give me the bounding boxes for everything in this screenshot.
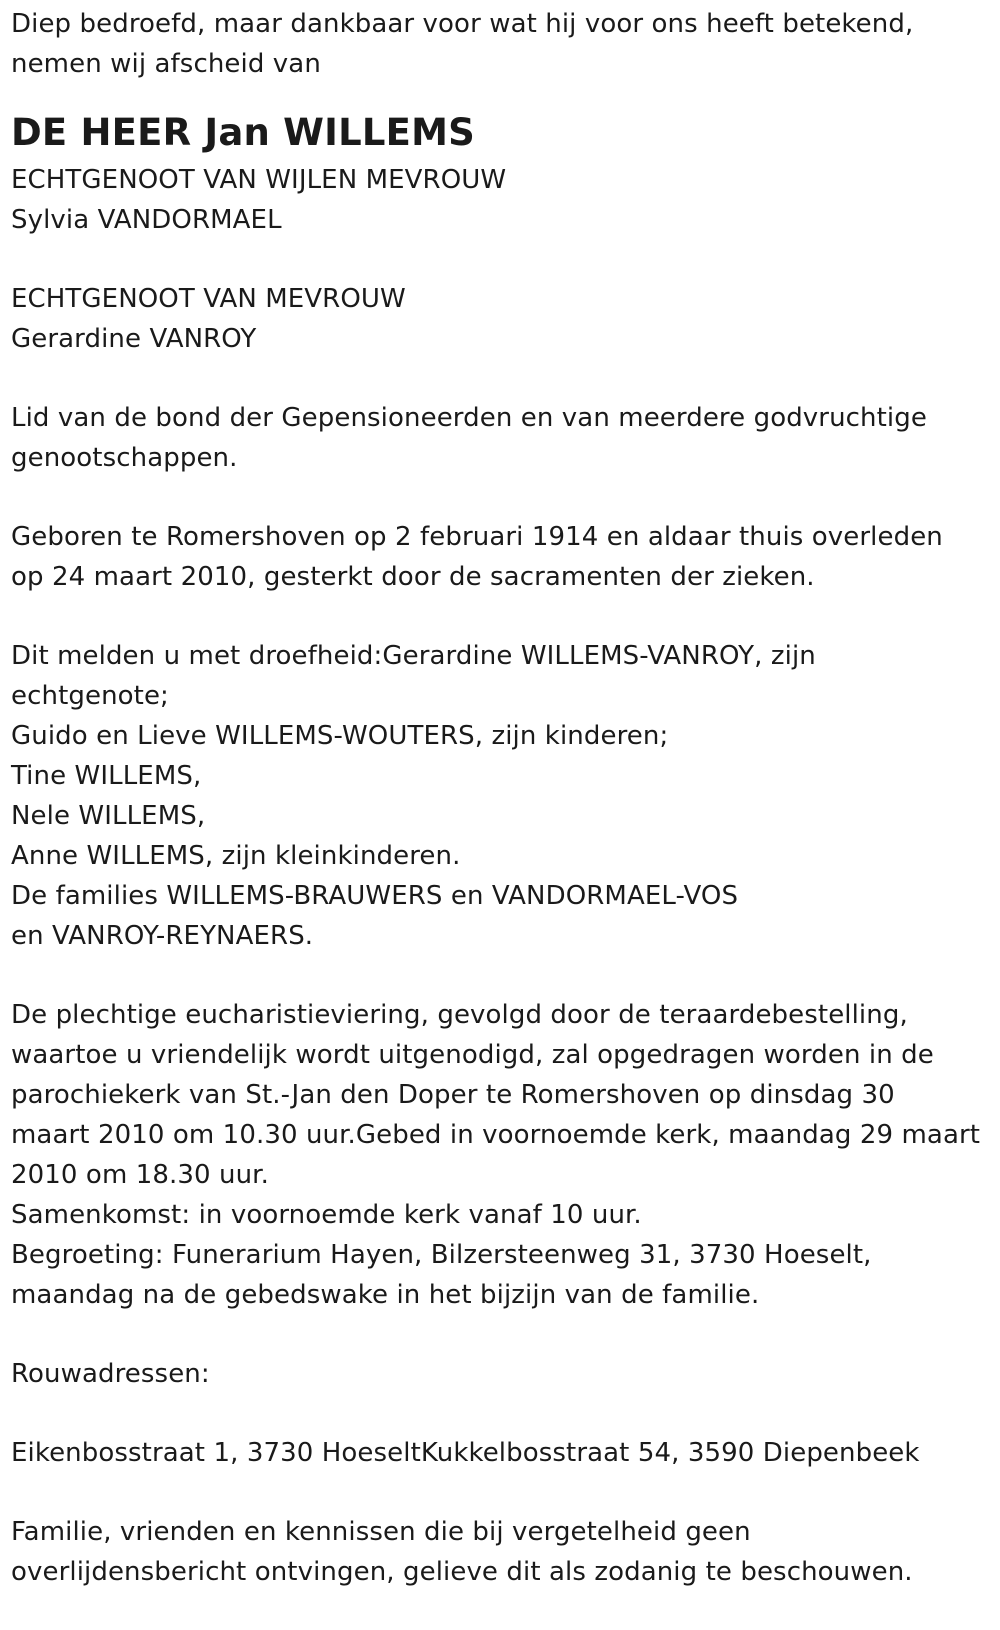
- birth-death-line-1: Geboren te Romershoven op 2 februari 1914 en aldaar thuis overleden: [11, 522, 943, 552]
- spacer: [11, 359, 1000, 398]
- ceremony-line: Samenkomst: in voornoemde kerk vanaf 10 uur.: [11, 1200, 642, 1230]
- intro-line-1: Diep bedroefd, maar dankbaar voor wat hij voor ons heeft betekend,: [11, 9, 914, 39]
- ceremony-line: De plechtige eucharistieviering, gevolgd door de teraardebestelling,: [11, 1000, 908, 1030]
- spacer: [11, 240, 1000, 279]
- announcer-line: Guido en Lieve WILLEMS-WOUTERS, zijn kinderen;: [11, 721, 669, 751]
- spacer: [11, 1394, 1000, 1433]
- announcer-line: De families WILLEMS-BRAUWERS en VANDORMAEL-VOS: [11, 881, 739, 911]
- closing-line-2: overlijdensbericht ontvingen, gelieve dit als zodanig te beschouwen.: [11, 1557, 913, 1587]
- intro-line-2: nemen wij afscheid van: [11, 49, 321, 79]
- ceremony-line: Begroeting: Funerarium Hayen, Bilzersteenweg 31, 3730 Hoeselt,: [11, 1240, 872, 1270]
- spacer: [11, 597, 1000, 636]
- addresses-line: Eikenbosstraat 1, 3730 HoeseltKukkelbosstraat 54, 3590 Diepenbeek: [11, 1438, 920, 1468]
- spacer: [11, 1315, 1000, 1354]
- ceremony-line: waartoe u vriendelijk wordt uitgenodigd, zal opgedragen worden in de: [11, 1040, 934, 1070]
- birth-death-line-2: op 24 maart 2010, gesterkt door de sacramenten der zieken.: [11, 562, 815, 592]
- announcer-line: Nele WILLEMS,: [11, 801, 206, 831]
- spouse-title: ECHTGENOOT VAN MEVROUW: [11, 284, 406, 314]
- addresses-label: Rouwadressen:: [11, 1359, 210, 1389]
- spacer: [11, 1473, 1000, 1512]
- membership-line-2: genootschappen.: [11, 443, 238, 473]
- deceased-name: DE HEER Jan WILLEMS: [11, 111, 475, 154]
- ceremony-line: maart 2010 om 10.30 uur.Gebed in voornoemde kerk, maandag 29 maart: [11, 1120, 981, 1150]
- ceremony-line: 2010 om 18.30 uur.: [11, 1160, 269, 1190]
- ceremony-line: parochiekerk van St.-Jan den Doper te Romershoven op dinsdag 30: [11, 1080, 895, 1110]
- announcer-line: Anne WILLEMS, zijn kleinkinderen.: [11, 841, 461, 871]
- membership-line-1: Lid van de bond der Gepensioneerden en van meerdere godvruchtige: [11, 403, 927, 433]
- closing-line-1: Familie, vrienden en kennissen die bij vergetelheid geen: [11, 1517, 751, 1547]
- announcer-line: Tine WILLEMS,: [11, 761, 202, 791]
- ceremony-line: maandag na de gebedswake in het bijzijn van de familie.: [11, 1280, 760, 1310]
- late-spouse-name: Sylvia VANDORMAEL: [11, 205, 282, 235]
- spacer: [11, 956, 1000, 995]
- spacer: [11, 84, 1000, 108]
- announcer-line: Dit melden u met droefheid:Gerardine WILLEMS-VANROY, zijn: [11, 641, 816, 671]
- spacer: [11, 478, 1000, 517]
- announcer-line: echtgenote;: [11, 681, 169, 711]
- announcer-line: en VANROY-REYNAERS.: [11, 921, 314, 951]
- late-spouse-title: ECHTGENOOT VAN WIJLEN MEVROUW: [11, 165, 507, 195]
- spouse-name: Gerardine VANROY: [11, 324, 257, 354]
